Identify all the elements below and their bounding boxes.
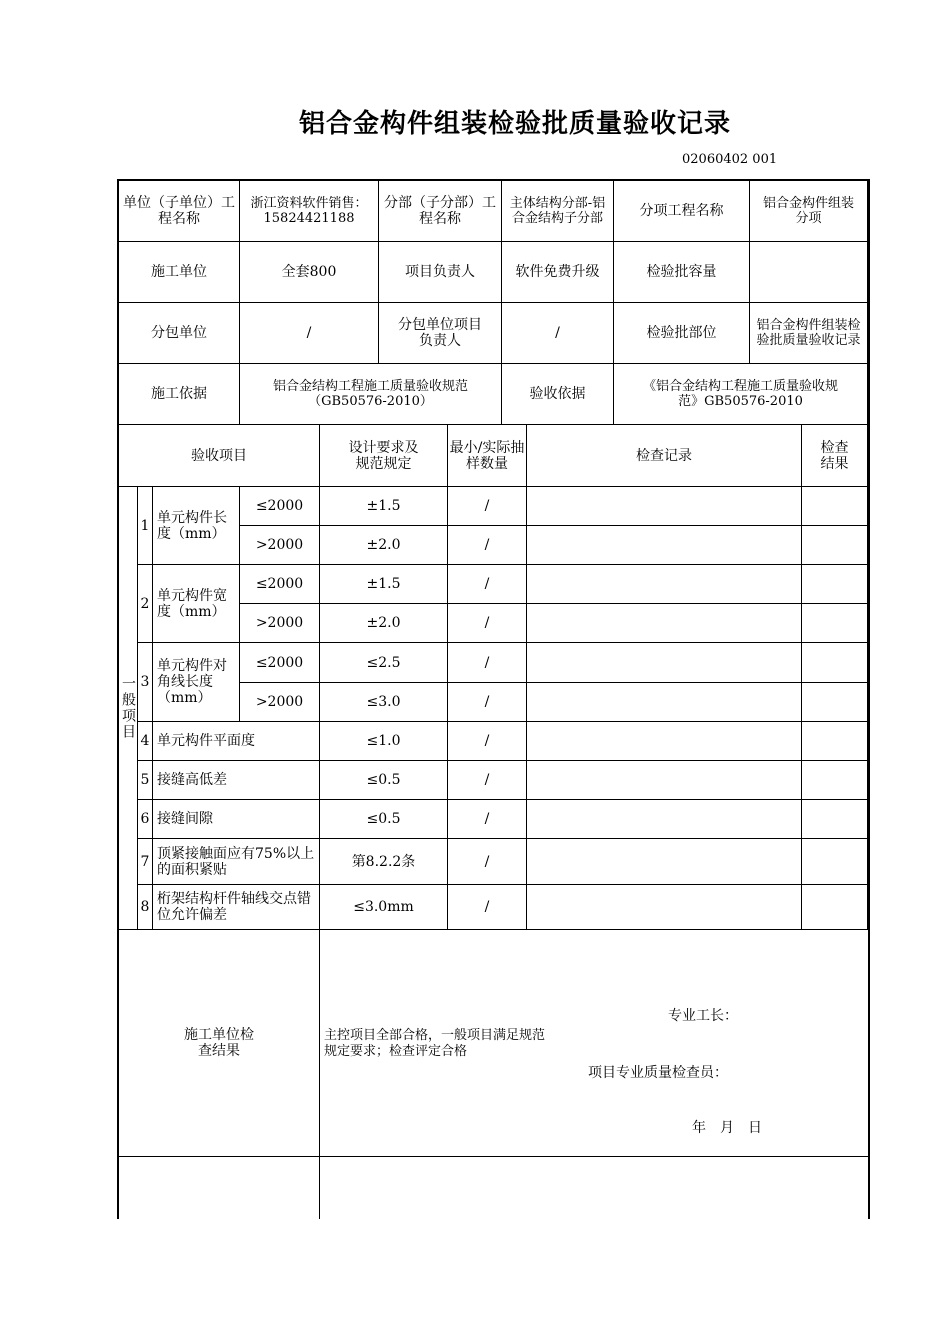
sub-pm-value: / (502, 303, 614, 364)
row-record (527, 839, 802, 885)
row-result (802, 526, 868, 565)
row-sample: / (448, 722, 527, 761)
row-result (802, 761, 868, 800)
row-record (527, 722, 802, 761)
row-record (527, 761, 802, 800)
page-title: 铝合金构件组装检验批质量验收记录 (298, 109, 731, 139)
row-result (802, 800, 868, 839)
accept-value: 《铝合金结构工程施工质量验收规范》GB50576-2010 (614, 364, 868, 425)
check-result-label: 施工单位检查结果 (119, 930, 320, 1157)
date-label: 年 月 日 (692, 1120, 762, 1136)
row-condition: ≤2000 (240, 565, 320, 604)
sub-value: / (240, 303, 379, 364)
item-value: 铝合金构件组装分项 (750, 181, 868, 242)
row-name: 单元构件对角线长度（mm） (153, 643, 240, 722)
row-requirement: ±1.5 (320, 565, 448, 604)
record-code: 02060402 001 (682, 152, 778, 167)
row-condition: ≤2000 (240, 487, 320, 526)
row-sample: / (448, 526, 527, 565)
row-requirement: ±2.0 (320, 604, 448, 643)
row-requirement: ≤1.0 (320, 722, 448, 761)
row-record (527, 487, 802, 526)
row-requirement: ±1.5 (320, 487, 448, 526)
row-condition: >2000 (240, 604, 320, 643)
row-condition: ≤2000 (240, 643, 320, 683)
row-record (527, 565, 802, 604)
basis-label: 施工依据 (119, 364, 240, 425)
row-result (802, 487, 868, 526)
row-sample: / (448, 683, 527, 722)
row-number: 1 (138, 487, 153, 565)
next-section-area (320, 1157, 868, 1219)
sub-pm-label: 分包单位项目负责人 (379, 303, 502, 364)
pm-value: 软件免费升级 (502, 242, 614, 303)
row-sample: / (448, 839, 527, 885)
general-items-label: 一般项目 (119, 487, 138, 930)
row-condition: >2000 (240, 526, 320, 565)
construct-value: 全套800 (240, 242, 379, 303)
col-sample: 最小/实际抽样数量 (448, 425, 527, 487)
construct-label: 施工单位 (119, 242, 240, 303)
row-sample: / (448, 565, 527, 604)
row-result (802, 885, 868, 930)
row-name: 桁架结构杆件轴线交点错位允许偏差 (153, 885, 320, 930)
part-value: 铝合金构件组装检验批质量验收记录 (750, 303, 868, 364)
item-label: 分项工程名称 (614, 181, 750, 242)
row-number: 7 (138, 839, 153, 885)
row-result (802, 604, 868, 643)
col-item: 验收项目 (119, 425, 320, 487)
basis-value: 铝合金结构工程施工质量验收规范（GB50576-2010） (240, 364, 502, 425)
row-record (527, 683, 802, 722)
pm-label: 项目负责人 (379, 242, 502, 303)
row-result (802, 683, 868, 722)
part-label: 检验批部位 (614, 303, 750, 364)
next-section-label (119, 1157, 320, 1219)
row-sample: / (448, 604, 527, 643)
row-number: 6 (138, 800, 153, 839)
row-record (527, 643, 802, 683)
row-name: 顶紧接触面应有75%以上的面积紧贴 (153, 839, 320, 885)
capacity-label: 检验批容量 (614, 242, 750, 303)
col-result: 检查结果 (802, 425, 868, 487)
col-record: 检查记录 (527, 425, 802, 487)
conclusion-text: 主控项目全部合格，一般项目满足规范规定要求；检查评定合格 (324, 1028, 546, 1059)
row-requirement: ≤2.5 (320, 643, 448, 683)
subdiv-label: 分部（子分部）工程名称 (379, 181, 502, 242)
row-record (527, 885, 802, 930)
row-requirement: ≤0.5 (320, 800, 448, 839)
row-number: 5 (138, 761, 153, 800)
row-number: 3 (138, 643, 153, 722)
col-design: 设计要求及规范规定 (320, 425, 448, 487)
row-name: 接缝间隙 (153, 800, 320, 839)
row-requirement: ≤3.0mm (320, 885, 448, 930)
row-requirement: ±2.0 (320, 526, 448, 565)
accept-label: 验收依据 (502, 364, 614, 425)
row-record (527, 604, 802, 643)
row-condition: >2000 (240, 683, 320, 722)
inspector-label: 项目专业质量检查员： (588, 1065, 728, 1081)
row-number: 4 (138, 722, 153, 761)
unit-value: 浙江资料软件销售：15824421188 (240, 181, 379, 242)
row-name: 接缝高低差 (153, 761, 320, 800)
sub-label: 分包单位 (119, 303, 240, 364)
row-result (802, 565, 868, 604)
row-result (802, 839, 868, 885)
row-requirement: 第8.2.2条 (320, 839, 448, 885)
row-number: 8 (138, 885, 153, 930)
unit-label: 单位（子单位）工程名称 (119, 181, 240, 242)
row-sample: / (448, 643, 527, 683)
row-name: 单元构件长度（mm） (153, 487, 240, 565)
row-name: 单元构件宽度（mm） (153, 565, 240, 643)
row-requirement: ≤0.5 (320, 761, 448, 800)
row-sample: / (448, 487, 527, 526)
row-result (802, 722, 868, 761)
foreman-label: 专业工长： (668, 1008, 738, 1024)
row-name: 单元构件平面度 (153, 722, 320, 761)
row-sample: / (448, 761, 527, 800)
row-record (527, 526, 802, 565)
subdiv-value: 主体结构分部-铝合金结构子分部 (502, 181, 614, 242)
row-requirement: ≤3.0 (320, 683, 448, 722)
row-number: 2 (138, 565, 153, 643)
row-result (802, 643, 868, 683)
row-sample: / (448, 885, 527, 930)
capacity-value (750, 242, 868, 303)
row-sample: / (448, 800, 527, 839)
row-record (527, 800, 802, 839)
